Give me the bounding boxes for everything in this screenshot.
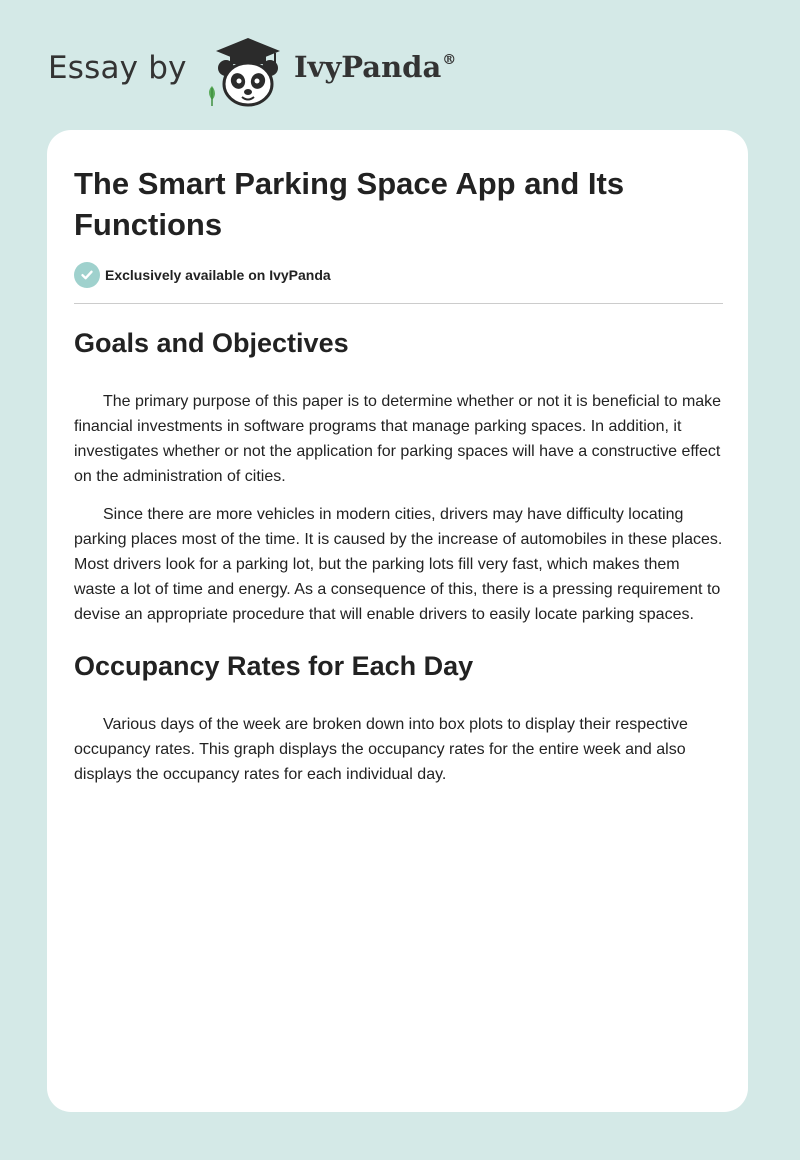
paragraph: Since there are more vehicles in modern cities, drivers may have difficulty locating parking places most of the time. It is caused by the increase of automobiles in these places. Most drivers look for a parking lot, but the parking lots fill very fast, which makes them waste a lot of time and energy. As a consequence of this, there is a pressing requirement to devise an appropriate procedure that will enable drivers to easily locate parking spaces. (74, 506, 723, 623)
exclusive-badge (74, 262, 331, 288)
paragraph: The primary purpose of this paper is to determine whether or not it is beneficial to make financial investments in software programs that manage parking spaces. In addition, it investigates whether or not the application for parking spaces will have a constructive effect on the administration of cities. (74, 393, 722, 485)
exclusive-label: Exclusively available on IvyPanda (105, 267, 331, 283)
page-title: The Smart Parking Space App and Its Functions (74, 166, 625, 242)
registered-mark: ® (442, 52, 457, 68)
brand-name-text: IvyPanda (294, 50, 442, 84)
check-circle-icon (74, 262, 100, 288)
brand-prefix: Essay by (48, 50, 187, 86)
section-heading-goals: Goals and Objectives (74, 328, 349, 358)
brand-name (294, 50, 456, 84)
panda-logo-icon[interactable] (202, 36, 294, 108)
paragraph: Various days of the week are broken down into box plots to display their respective occupancy rates. This graph displays the occupancy rates for the entire week and also displays the occupancy rates for each individual day. (74, 716, 688, 783)
essay-card (47, 130, 748, 1112)
section-heading-occupancy: Occupancy Rates for Each Day (74, 651, 474, 681)
divider (74, 303, 723, 304)
site-header (48, 36, 468, 108)
essay-body (74, 325, 724, 800)
